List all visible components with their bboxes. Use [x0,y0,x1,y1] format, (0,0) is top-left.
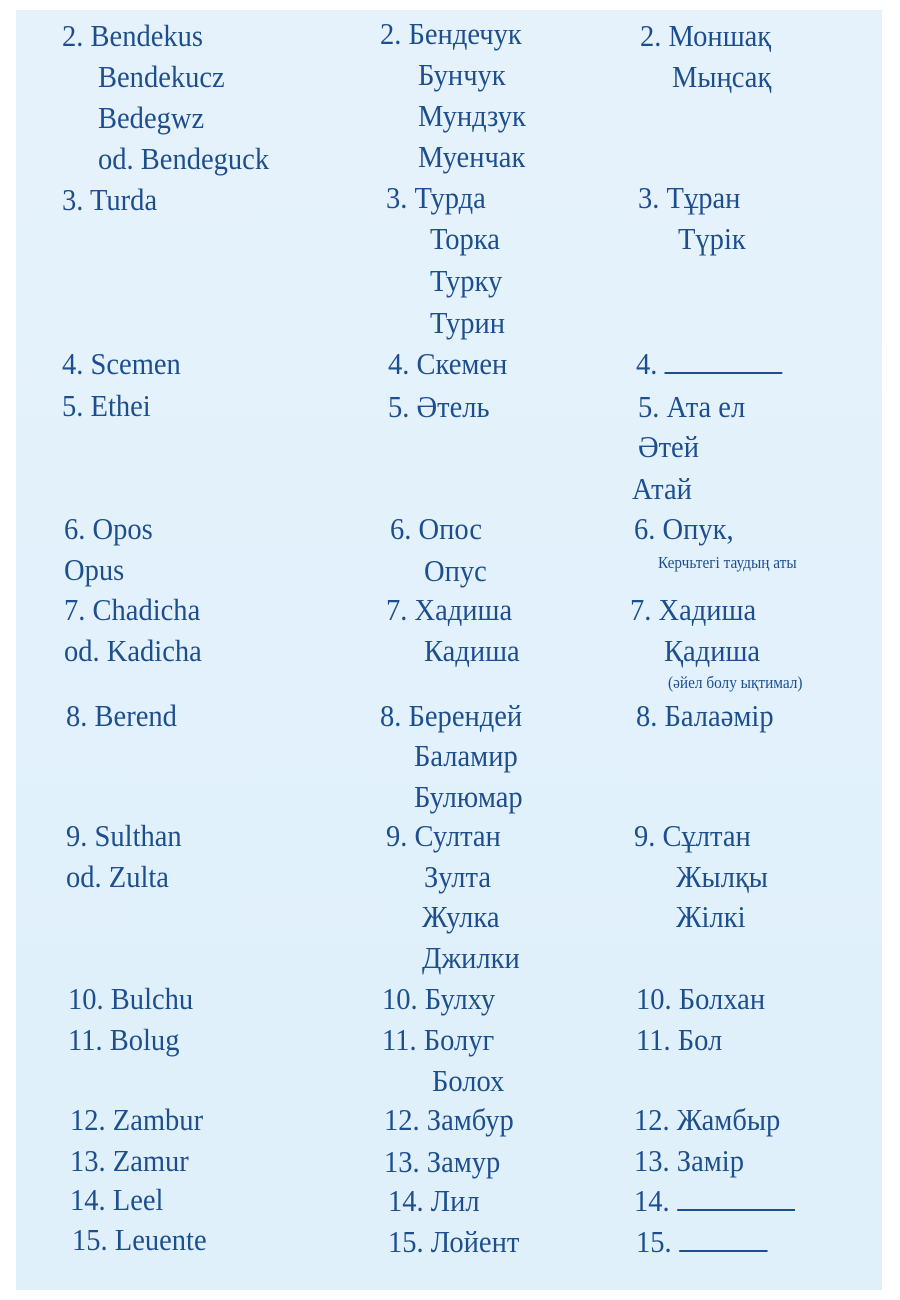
kazakh-entry-text: Әтей [638,429,699,464]
kazakh-entry-text: 9. Сұлтан [634,818,751,853]
russian-entry-text: Турин [430,305,506,340]
russian-entry [414,779,523,815]
kazakh-entry [638,389,745,425]
russian-entry [430,263,502,299]
kazakh-entry-text: 13. Замір [634,1143,744,1178]
kazakh-entry [634,511,734,547]
russian-entry-text: 7. Хадиша [386,592,513,627]
russian-entry-text: 11. Болуг [382,1022,495,1057]
russian-entry [414,738,518,774]
kazakh-entry-text: Түрік [678,221,746,256]
kazakh-entry-text: Қадиша [664,633,761,668]
russian-entry-text: Муенчак [418,139,526,174]
russian-entry-text: 6. Опос [390,511,483,546]
russian-entry-text: 5. Әтель [388,389,490,424]
latin-entry [62,18,203,54]
russian-entry [418,139,525,175]
kazakh-entry [634,818,751,854]
russian-entry-text: Кадиша [424,633,520,668]
russian-entry [388,1224,519,1260]
blank-fill-line [679,1224,767,1252]
kazakh-entry-text: Жылқы [676,859,768,894]
kazakh-entry [676,859,768,895]
latin-entry [66,818,182,854]
latin-entry-text: 9. Sulthan [66,818,182,853]
latin-entry-text: 10. Bulchu [68,981,194,1016]
latin-entry-text: od. Zulta [66,859,169,894]
russian-entry [388,346,507,382]
kazakh-entry [640,18,771,54]
latin-entry-text: 12. Zambur [70,1102,204,1137]
kazakh-entry [634,1143,744,1179]
kazakh-entry [638,180,740,216]
latin-entry-text: 3. Turda [62,182,158,217]
russian-entry-text: Джилки [422,940,520,975]
russian-entry [388,1183,480,1219]
latin-entry-text: 2. Bendekus [62,18,204,53]
russian-entry-text: 15. Лойент [388,1224,520,1259]
kazakh-entry [636,698,774,734]
latin-entry-text: od. Bendeguck [98,141,270,176]
latin-entry [70,1102,203,1138]
latin-entry-text: 14. Leel [70,1182,164,1217]
russian-entry-text: Опус [424,553,487,588]
russian-entry [380,16,522,52]
russian-entry-text: Бунчук [418,57,506,92]
latin-entry [62,388,151,424]
kazakh-entry [636,1022,722,1058]
russian-entry [384,1144,500,1180]
russian-entry-text: Турку [430,263,503,298]
latin-entry [98,59,225,95]
russian-entry [424,633,520,669]
latin-entry [64,592,200,628]
russian-entry-text: Болох [432,1063,505,1098]
latin-entry [62,182,157,218]
kazakh-entry [678,221,746,257]
kazakh-entry [634,1183,795,1219]
kazakh-entry [636,1224,767,1260]
latin-entry [70,1143,189,1179]
notes-entry [668,673,802,693]
kazakh-entry-text: 3. Тұран [638,180,741,215]
kazakh-entry [636,346,783,382]
russian-entry [384,1102,514,1138]
latin-entry [62,346,181,382]
russian-entry-text: 14. Лил [388,1183,480,1218]
kazakh-entry-text: Мыңсақ [672,59,772,94]
russian-entry [388,389,489,425]
kazakh-entry-text: 6. Опук, [634,511,734,546]
latin-entry [64,552,124,588]
russian-entry-text: 2. Бендечук [380,16,522,51]
latin-entry-text: od. Kadicha [64,633,202,668]
russian-entry [418,98,526,134]
kazakh-entry-text: 10. Болхан [636,981,766,1016]
kazakh-entry-text: 7. Хадиша [630,592,757,627]
latin-entry [64,511,153,547]
latin-entry-text: 11. Bolug [68,1022,180,1057]
blank-fill-line [665,346,783,374]
russian-entry [382,981,495,1017]
russian-entry-text: Жулка [422,899,500,934]
russian-entry [386,592,512,628]
kazakh-entry-text: 11. Бол [636,1022,723,1057]
russian-entry [380,698,522,734]
russian-entry-text: 10. Булху [382,981,496,1016]
kazakh-entry-text: 8. Балаәмір [636,698,774,733]
russian-entry-text: 4. Скемен [388,346,508,381]
russian-entry [430,221,500,257]
kazakh-entry [634,1102,780,1138]
notes-entry [658,553,797,573]
latin-entry-text: 13. Zamur [70,1143,189,1178]
russian-entry-text: Мундзук [418,98,526,133]
russian-entry [424,859,491,895]
russian-entry [382,1022,494,1058]
latin-entry-text: Bendekucz [98,59,225,94]
kazakh-entry [630,592,756,628]
kazakh-entry [672,59,771,95]
russian-entry [430,305,505,341]
latin-entry [66,859,169,895]
latin-entry-text: 5. Ethei [62,388,151,423]
latin-entry [98,141,269,177]
russian-entry-text: 3. Турда [386,180,486,215]
kazakh-entry-text: 12. Жамбыр [634,1102,781,1137]
latin-entry-text: 6. Opos [64,511,153,546]
notes-entry-text: (әйел болу ықтимал) [668,673,803,692]
latin-entry [68,1022,179,1058]
russian-entry-text: 8. Берендей [380,698,523,733]
russian-entry-text: Зулта [424,859,492,894]
latin-entry-text: 8. Berend [66,698,177,733]
kazakh-entry [636,981,765,1017]
russian-entry-text: 9. Султан [386,818,501,853]
russian-entry [422,899,499,935]
kazakh-entry-text: 14. [634,1183,670,1218]
russian-entry [418,57,506,93]
latin-entry [68,981,193,1017]
kazakh-entry-text: 2. Моншақ [640,18,772,53]
kazakh-entry [664,633,760,669]
latin-entry-text: 15. Leuente [72,1222,207,1257]
kazakh-entry-text: 4. [636,346,658,381]
kazakh-entry-text: Атай [632,471,692,506]
russian-entry [390,511,482,547]
latin-entry [70,1182,163,1218]
latin-entry-text: 7. Chadicha [64,592,201,627]
latin-entry [72,1222,207,1258]
russian-entry [386,818,501,854]
notes-entry-text: Керчьтегі таудың аты [658,553,797,572]
russian-entry [422,940,520,976]
russian-entry [432,1063,504,1099]
russian-entry [424,553,487,589]
latin-entry [66,698,177,734]
latin-entry [64,633,202,669]
russian-entry-text: Булюмар [414,779,523,814]
russian-entry-text: Баламир [414,738,518,773]
kazakh-entry-text: 5. Ата ел [638,389,746,424]
latin-entry-text: Bedegwz [98,100,205,135]
blank-fill-line [677,1183,795,1211]
latin-entry [98,100,204,136]
latin-entry-text: 4. Scemen [62,346,181,381]
kazakh-entry-text: Жілкі [676,899,746,934]
russian-entry-text: 12. Замбур [384,1102,514,1137]
russian-entry [386,180,486,216]
kazakh-entry [632,471,692,507]
kazakh-entry [638,429,699,465]
russian-entry-text: Торка [430,221,500,256]
russian-entry-text: 13. Замур [384,1144,501,1179]
kazakh-entry-text: 15. [636,1224,672,1259]
latin-entry-text: Opus [64,552,125,587]
kazakh-entry [676,899,746,935]
